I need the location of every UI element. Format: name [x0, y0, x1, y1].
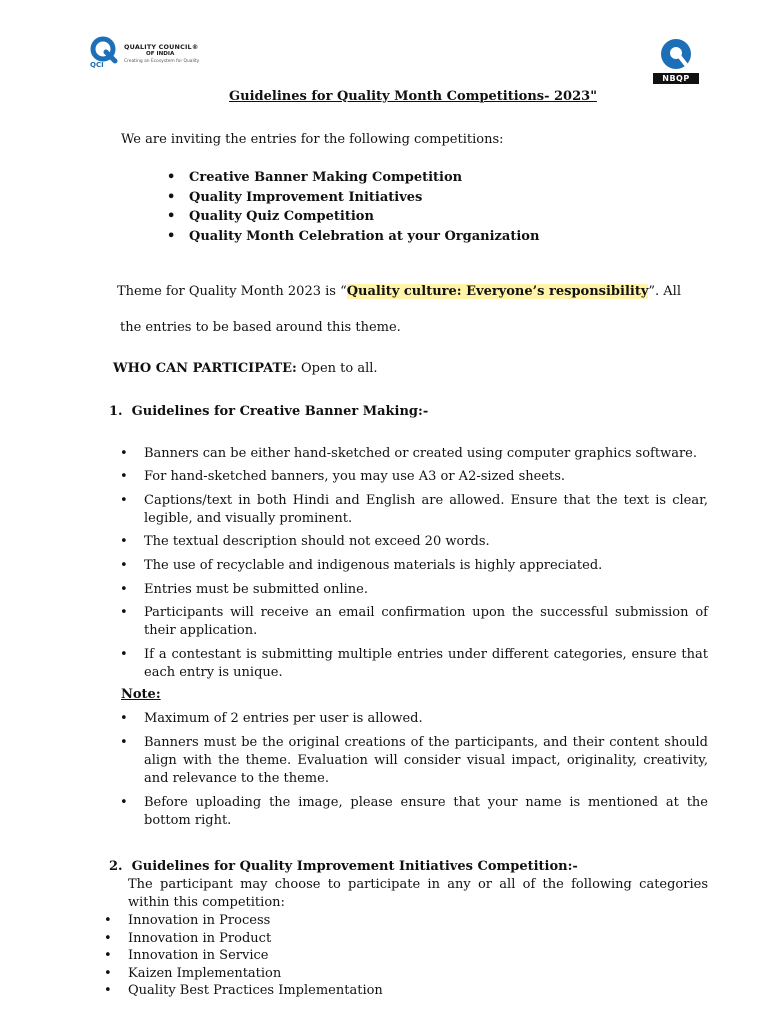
note-label: Note:	[121, 687, 161, 702]
nbqp-logo	[650, 36, 702, 86]
theme-highlight: Quality culture: Everyone’s responsibility	[346, 284, 649, 299]
list-item: • Innovation in Product	[128, 930, 271, 948]
theme-prefix: Theme for Quality Month 2023 is “	[117, 284, 347, 299]
nbqp-label: NBQP	[653, 73, 699, 84]
list-item: • Kaizen Implementation	[128, 965, 281, 983]
list-item: • Maximum of 2 entries per user is allowed.	[144, 710, 708, 728]
competitions-list	[189, 169, 539, 248]
participate-line	[113, 360, 378, 378]
qci-name-line1: QUALITY COUNCIL®	[124, 43, 199, 51]
list-item: • Quality Month Celebration at your Organization	[189, 228, 539, 248]
theme-line-2: the entries to be based around this theme.	[120, 320, 401, 335]
list-item: • Entries must be submitted online.	[144, 581, 708, 599]
section2-title: Guidelines for Quality Improvement Initiatives Competition:-	[131, 859, 578, 874]
list-item: • Quality Best Practices Implementation	[128, 982, 383, 1000]
section1-heading	[109, 403, 428, 421]
list-item: • Banners must be the original creations of the participants, and their content should align with the theme. Evaluation will consider visual impact, originality, creativity, and relevance to the theme.	[144, 734, 708, 788]
qci-name-line2: OF INDIA	[146, 51, 175, 57]
theme-line	[117, 283, 681, 301]
list-item: • Creative Banner Making Competition	[189, 169, 539, 189]
qci-logo-icon	[88, 36, 120, 68]
list-item: • Captions/text in both Hindi and English are allowed. Ensure that the text is clear, legible, and visually prominent.	[144, 492, 708, 528]
list-item: • If a contestant is submitting multiple entries under different categories, ensure that each entry is unique.	[144, 646, 708, 682]
qci-logo	[88, 36, 210, 70]
list-item: • Innovation in Service	[128, 947, 268, 965]
section1-title: Guidelines for Creative Banner Making:-	[131, 404, 429, 419]
page-title: Guidelines for Quality Month Competitions- 2023"	[229, 89, 597, 104]
list-item: • Innovation in Process	[128, 912, 270, 930]
nbqp-logo-icon	[650, 36, 702, 76]
list-item: • Quality Quiz Competition	[189, 208, 539, 228]
participate-value: Open to all.	[296, 361, 378, 376]
list-item: • Banners can be either hand-sketched or created using computer graphics software.	[144, 445, 708, 463]
section2-intro: The participant may choose to participate in any or all of the following categories within this competition:	[128, 877, 708, 910]
qci-tagline: Creating an Ecosystem for Quality	[124, 59, 200, 64]
intro-text: We are inviting the entries for the following competitions:	[121, 132, 504, 147]
list-item: • Before uploading the image, please ensure that your name is mentioned at the bottom right.	[144, 794, 708, 830]
section1-number: 1.	[109, 404, 123, 419]
theme-suffix: ”. All	[648, 284, 681, 299]
list-item: • For hand-sketched banners, you may use A3 or A2-sized sheets.	[144, 468, 708, 486]
list-item: • Participants will receive an email confirmation upon the successful submission of their application.	[144, 604, 708, 640]
participate-label: WHO CAN PARTICIPATE:	[113, 361, 297, 376]
svg-text:QCI: QCI	[90, 61, 104, 68]
list-item: • Quality Improvement Initiatives	[189, 189, 539, 209]
list-item: • The use of recyclable and indigenous materials is highly appreciated.	[144, 557, 708, 575]
section2-number: 2.	[109, 859, 123, 874]
section2-heading	[109, 858, 578, 876]
list-item: • The textual description should not exceed 20 words.	[144, 533, 708, 551]
